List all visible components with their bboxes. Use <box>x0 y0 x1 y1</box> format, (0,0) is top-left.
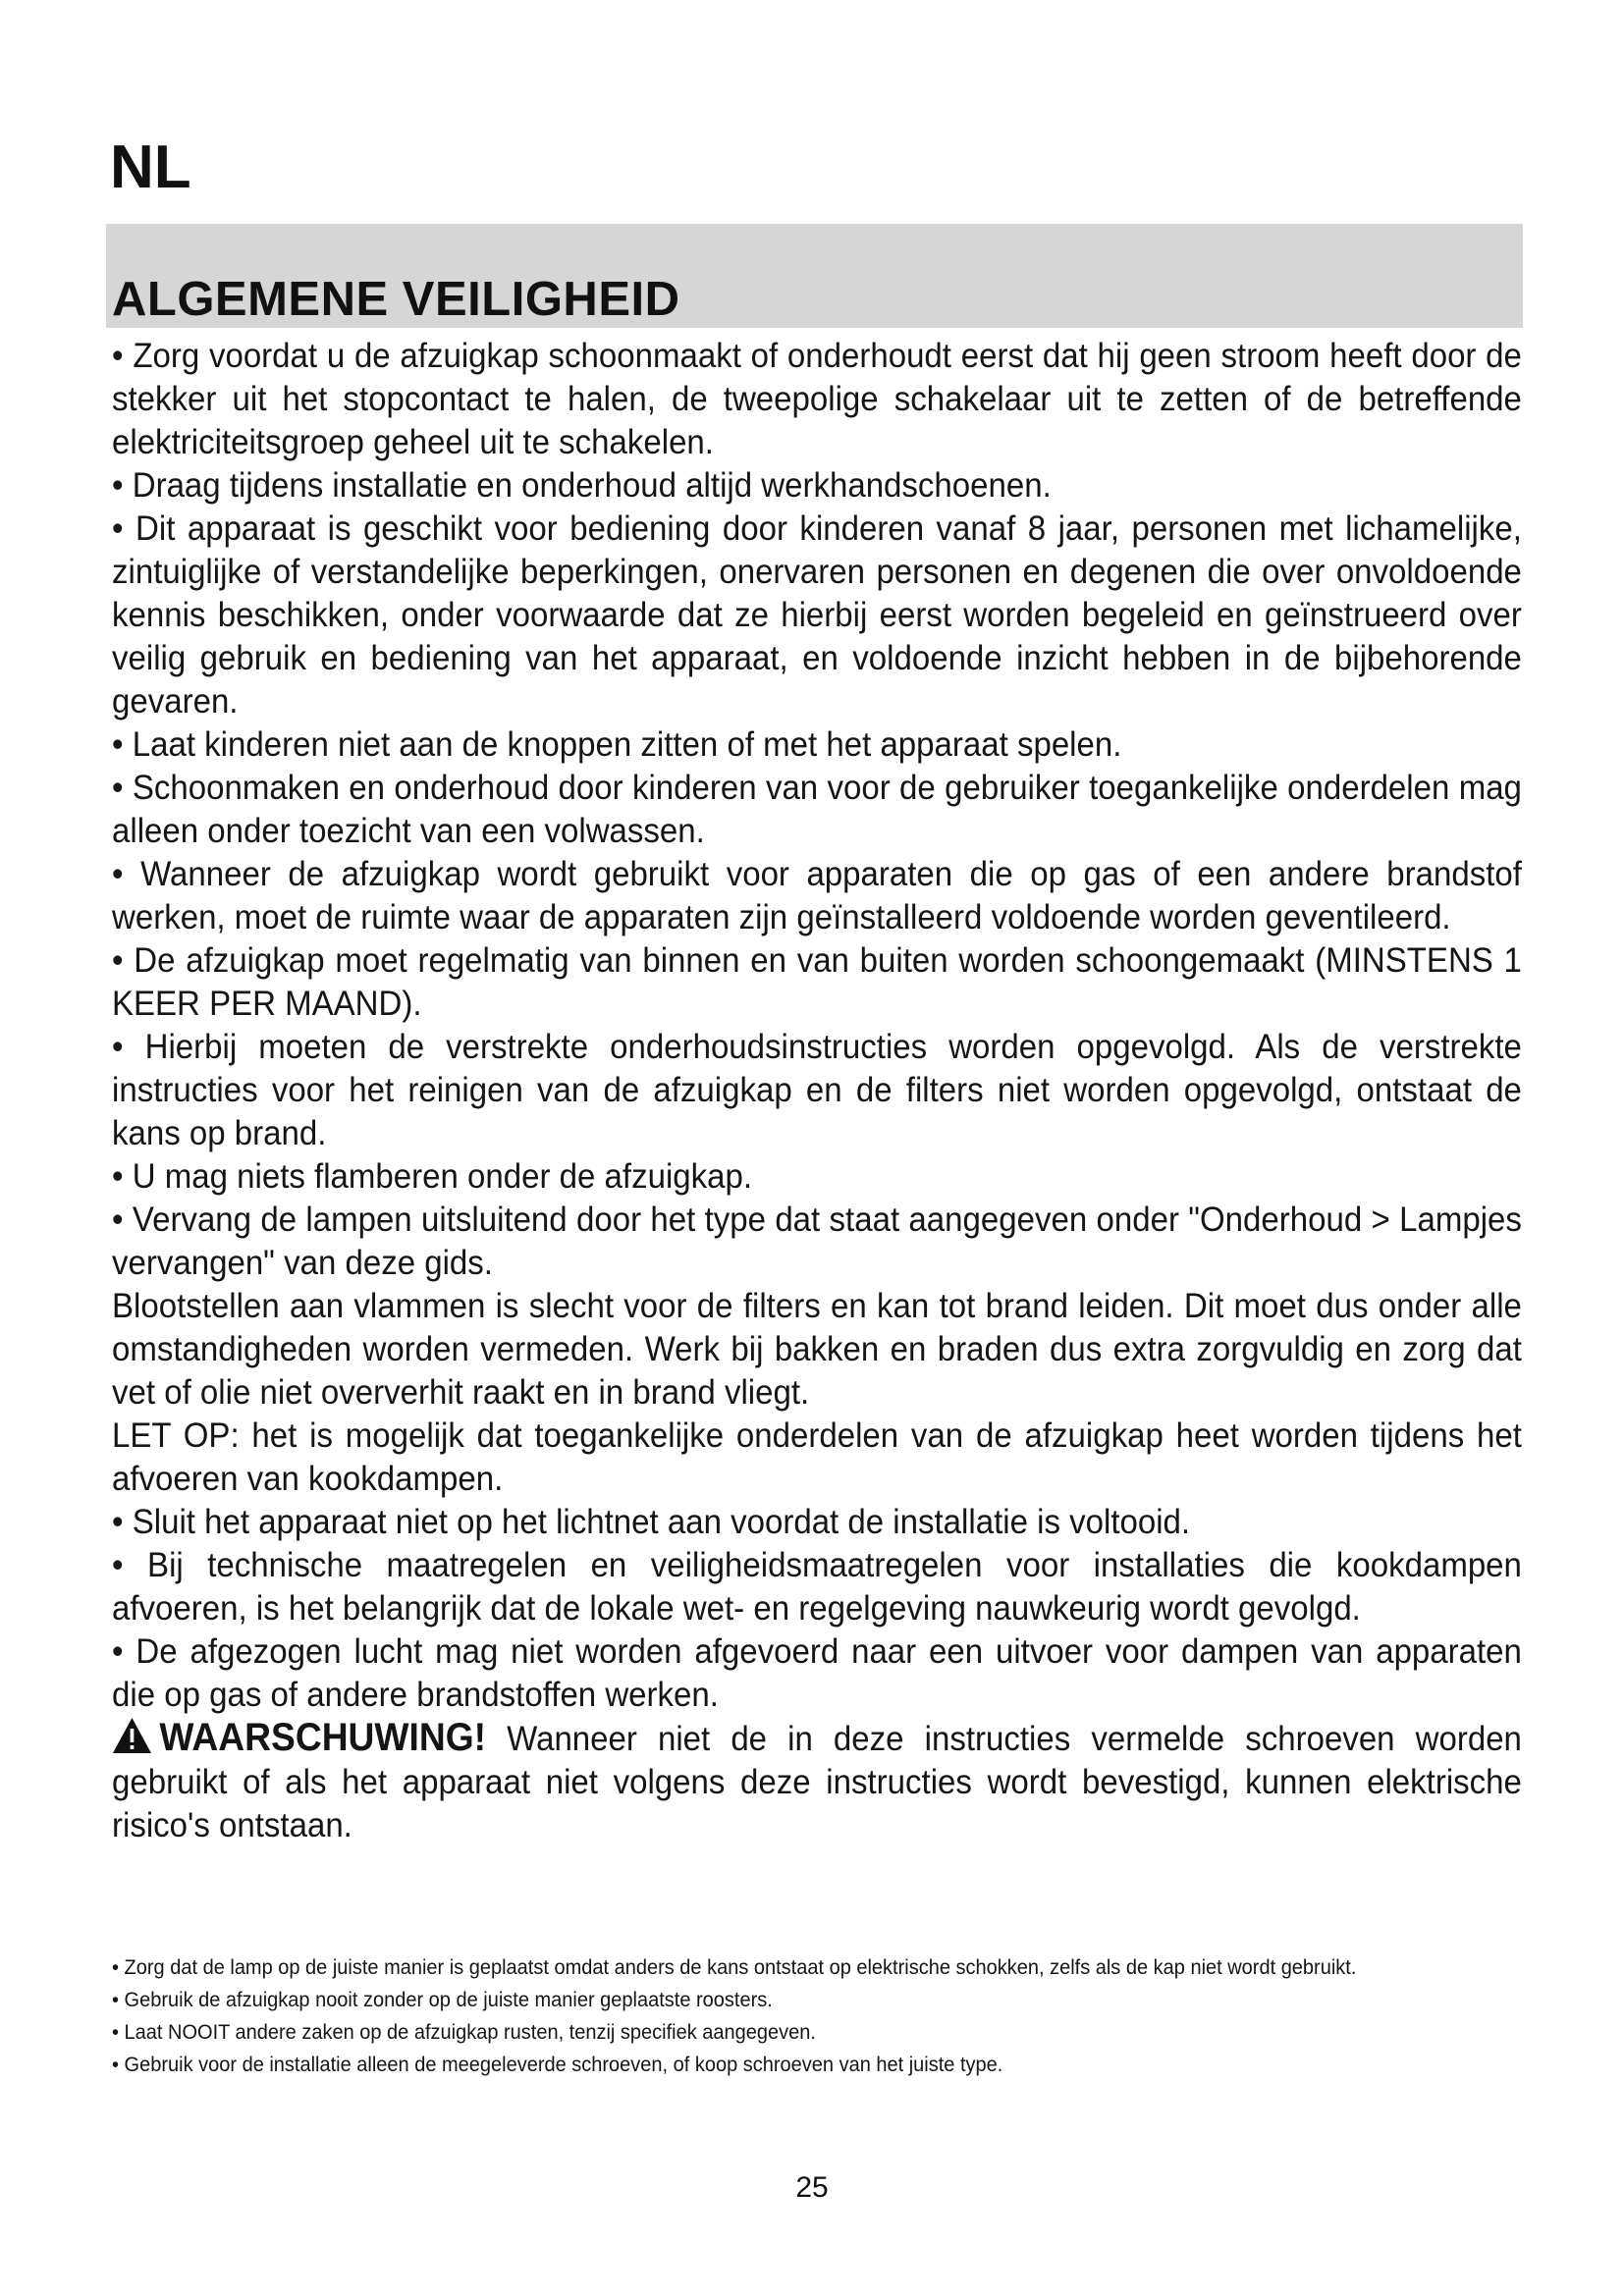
safety-paragraph: • Hierbij moeten de verstrekte onderhoudsinstructies worden opgevolgd. Als de verstrekte instructies voor het reinigen van de afzuigkap en de filters niet worden opgevolgd, ontstaat de kans op brand. <box>112 1027 1522 1152</box>
safety-paragraph: LET OP: het is mogelijk dat toegankelijke onderdelen van de afzuigkap heet worden tijdens het afvoeren van kookdampen. <box>112 1415 1522 1498</box>
safety-paragraph: • Dit apparaat is geschikt voor bediening door kinderen vanaf 8 jaar, personen met lichamelijke, zintuiglijke of verstandelijke beperkingen, onervaren personen en degenen die over onvoldoende kennis beschikken, onder voorwaarde dat ze hierbij eerst worden begeleid en geïnstrueerd over veilig gebruik en bediening van het apparaat, en voldoende inzicht hebben in de bijbehorende gevaren. <box>112 508 1522 721</box>
safety-paragraph: • Bij technische maatregelen en veiligheidsmaatregelen voor installaties die kookdampen afvoeren, is het belangrijk dat de lokale wet- en regelgeving nauwkeurig wordt gevolgd. <box>112 1545 1522 1628</box>
safety-paragraph: • U mag niets flamberen onder de afzuigkap. <box>112 1156 753 1196</box>
small-note: • Gebruik voor de installatie alleen de meegeleverde schroeven, of koop schroeven van het juiste type. <box>112 2053 1003 2076</box>
safety-paragraph: • De afzuigkap moet regelmatig van binnen en van buiten worden schoongemaakt (MINSTENS 1 KEER PER MAAND). <box>112 940 1522 1023</box>
warning-text: Wanneer niet de in deze instructies vermelde schroeven worden gebruikt of als het apparaat niet volgens deze instructies wordt bevestigd, kunnen elektrische risico's ontstaan. <box>112 1719 1522 1844</box>
safety-paragraph: • Sluit het apparaat niet op het lichtnet aan voordat de installatie is voltooid. <box>112 1502 1191 1541</box>
warning-label: WAARSCHUWING! <box>159 1716 487 1759</box>
section-title: ALGEMENE VEILIGHEID <box>112 273 680 326</box>
safety-paragraph: • Zorg voordat u de afzuigkap schoonmaakt of onderhoudt eerst dat hij geen stroom heeft door de stekker uit het stopcontact te halen, de tweepolige schakelaar uit te zetten of de betreffende elektriciteitsgroep geheel uit te schakelen. <box>112 336 1522 461</box>
small-note: • Laat NOOIT andere zaken op de afzuigkap rusten, tenzij specifiek aangegeven. <box>112 2020 816 2044</box>
small-note: • Gebruik de afzuigkap nooit zonder op de juiste manier geplaatste roosters. <box>112 1988 773 2011</box>
safety-paragraph: • Wanneer de afzuigkap wordt gebruikt voor apparaten die op gas of een andere brandstof werken, moet de ruimte waar de apparaten zijn geïnstalleerd voldoende worden geventileerd. <box>112 854 1522 936</box>
warning-paragraph <box>112 1716 1522 1846</box>
safety-paragraph: • Laat kinderen niet aan de knoppen zitten of met het apparaat spelen. <box>112 724 1122 764</box>
section-banner <box>106 224 1523 328</box>
safety-paragraph: • Draag tijdens installatie en onderhoud altijd werkhandschoenen. <box>112 465 1052 505</box>
safety-paragraph: Blootstellen aan vlammen is slecht voor de filters en kan tot brand leiden. Dit moet dus onder alle omstandigheden worden vermeden. Werk bij bakken en braden dus extra zorgvuldig en zorg dat vet of olie niet oververhit raakt en in brand vliegt. <box>112 1286 1522 1412</box>
small-notes <box>112 1953 1524 2078</box>
language-code: NL <box>110 133 191 201</box>
page-number: 25 <box>795 2171 829 2204</box>
safety-paragraph: • Schoonmaken en onderhoud door kinderen van voor de gebruiker toegankelijke onderdelen mag alleen onder toezicht van een volwassen. <box>112 768 1522 850</box>
safety-paragraph: • De afgezogen lucht mag niet worden afgevoerd naar een uitvoer voor dampen van apparaten die op gas of andere brandstoffen werken. <box>112 1631 1522 1714</box>
safety-body <box>112 334 1522 1846</box>
small-note: • Zorg dat de lamp op de juiste manier is geplaatst omdat anders de kans ontstaat op elektrische schokken, zelfs als de kap niet wordt gebruikt. <box>112 1955 1357 1979</box>
warning-triangle-icon <box>112 1717 152 1754</box>
safety-paragraph: • Vervang de lampen uitsluitend door het type dat staat aangegeven onder "Onderhoud > Lampjes vervangen" van deze gids. <box>112 1200 1522 1282</box>
